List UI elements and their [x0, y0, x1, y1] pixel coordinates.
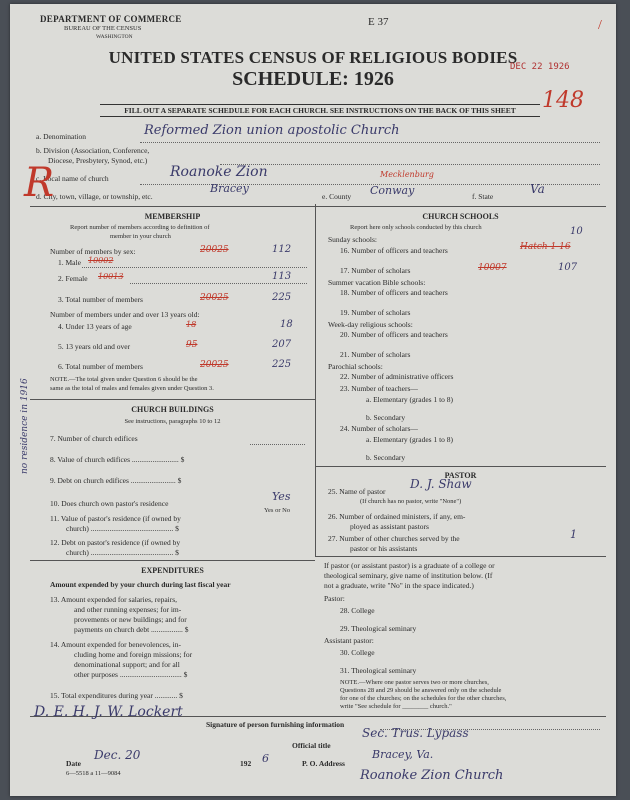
- divider: [30, 560, 315, 561]
- under-13-crossed: 18: [186, 320, 197, 329]
- membership-note-2: member in your church: [110, 233, 171, 240]
- form-number: E 37: [368, 16, 389, 28]
- seminary-label: 29. Theological seminary: [340, 624, 417, 633]
- sunday-officers-label: 16. Number of officers and teachers: [340, 246, 448, 255]
- other-churches-value: 1: [570, 528, 577, 541]
- sunday-scholars-crossed: 10007: [478, 263, 507, 273]
- pastor-name-label: 25. Name of pastor: [328, 487, 386, 496]
- residence-debt-label: 12. Debt on pastor's residence (if owned by: [50, 538, 181, 547]
- teachers-elementary-label: a. Elementary (grades 1 to 8): [366, 395, 454, 404]
- schools-note: Report here only schools conducted by this church: [350, 224, 482, 231]
- year-value: 6: [262, 752, 269, 765]
- ordained-ministers-label: 26. Number of ordained ministers, if any, em-: [328, 512, 466, 521]
- bureau-name: BUREAU OF THE CENSUS: [64, 25, 142, 32]
- official-title-label: Official title: [292, 741, 331, 750]
- edifices-debt-label: 9. Debt on church edifices ........................ $: [50, 476, 182, 485]
- red-r-mark: R: [24, 160, 55, 206]
- edifices-line: [250, 444, 305, 445]
- teachers-secondary-label: b. Secondary: [366, 413, 406, 422]
- divider: [315, 556, 606, 557]
- sunday-officers-crossed: Hatch 1 16: [520, 242, 571, 252]
- city-label: d. City, town, village, or township, etc.: [36, 192, 153, 201]
- members-by-sex-label: Number of members by sex:: [50, 247, 136, 256]
- summer-officers-label: 18. Number of officers and teachers: [340, 288, 448, 297]
- expenditures-q14-1: 14. Amount expended for benevolences, in-: [50, 640, 182, 649]
- over-13-label: 5. 13 years old and over: [58, 342, 131, 351]
- print-code: 6—5518 a 11—9084: [66, 770, 121, 777]
- handwritten-number: 148: [542, 88, 584, 113]
- state-label: f. State: [472, 192, 494, 201]
- po-address-value-2: Roanoke Zion Church: [360, 768, 504, 783]
- city-value: Bracey: [210, 182, 249, 195]
- signature-label: Signature of person furnishing information: [206, 720, 345, 729]
- female-line: [130, 283, 307, 284]
- residence-debt-label-2: church) ............................................ $: [66, 548, 179, 557]
- total-members-label: 3. Total number of members: [58, 295, 143, 304]
- edifices-value-label: 8. Value of church edifices ......................... $: [50, 455, 185, 464]
- margin-note: no residence in 1916: [20, 378, 30, 474]
- graduate-note-2: theological seminary, give name of institution below. (If: [324, 571, 493, 580]
- graduate-note-1: If pastor (or assistant pastor) is a graduate of a college or: [324, 561, 495, 570]
- expenditures-q13-2: and other running expenses; for im-: [74, 605, 182, 614]
- age-split-label: Number of members under and over 13 years old:: [50, 310, 200, 319]
- denomination-value: Reformed Zion union apostolic Church: [144, 123, 400, 138]
- church-name-value: Roanoke Zion: [170, 164, 268, 180]
- division-label-2: Diocese, Presbytery, Synod, etc.): [48, 156, 148, 165]
- edifices-count-label: 7. Number of church edifices: [50, 434, 138, 443]
- under-13-value: 18: [280, 319, 293, 330]
- expenditures-q13-1: 13. Amount expended for salaries, repairs,: [50, 595, 178, 604]
- college-label: 28. College: [340, 606, 375, 615]
- members-by-sex-value: 112: [272, 244, 292, 255]
- pastor-name-hint: (If church has no pastor, write "None"): [360, 498, 462, 505]
- total-members-6-value: 225: [272, 359, 292, 370]
- sunday-scholars-value: 107: [558, 262, 578, 273]
- male-label: 1. Male: [58, 258, 81, 267]
- ordained-ministers-label-2: ployed as assistant pastors: [350, 522, 429, 531]
- membership-footnote-2: same as the total of males and females given under Question 3.: [50, 385, 214, 392]
- membership-footnote-1: NOTE.—The total given under Question 6 should be the: [50, 376, 198, 383]
- owns-residence-value: Yes: [272, 490, 291, 503]
- state-value: Va: [530, 182, 545, 196]
- pastor-footnote-4: write "See schedule for ________ church.": [340, 703, 452, 710]
- pastor-name-value: D. J. Shaw: [410, 477, 472, 491]
- signature-handwritten: D. E. H. J. W. Lockert: [34, 704, 183, 720]
- denomination-line: [140, 142, 600, 143]
- female-crossed: 10013: [98, 272, 124, 281]
- red-check-mark: /: [598, 18, 602, 33]
- weekday-scholars-label: 21. Number of scholars: [340, 350, 411, 359]
- county-label: e. County: [322, 192, 352, 201]
- divider: [315, 466, 606, 467]
- pastor-footnote-2: Questions 28 and 29 should be answered only on the schedule: [340, 687, 502, 694]
- date-stamp: DEC 22 1926: [510, 62, 570, 72]
- expenditures-q14-4: other purposes ................................. $: [74, 670, 188, 679]
- pastor-footnote-1: NOTE.—Where one pastor serves two or more churches,: [340, 679, 489, 686]
- buildings-instructions: See instructions, paragraphs 10 to 12: [124, 418, 221, 425]
- membership-header: MEMBERSHIP: [144, 212, 201, 221]
- sunday-scholars-label: 17. Number of scholars: [340, 266, 411, 275]
- location: WASHINGTON: [96, 34, 133, 40]
- schools-header: CHURCH SCHOOLS: [422, 212, 499, 221]
- assistant-seminary-label: 31. Theological seminary: [340, 666, 417, 675]
- owns-residence-label: 10. Does church own pastor's residence: [50, 499, 169, 508]
- membership-note-1: Report number of members according to definition of: [70, 224, 210, 231]
- division-label: b. Division (Association, Conference,: [36, 146, 150, 155]
- residence-value-label-2: church) ............................................ $: [66, 524, 179, 533]
- female-value: 113: [272, 271, 292, 282]
- admin-officers-label: 22. Number of administrative officers: [340, 372, 454, 381]
- teachers-label: 23. Number of teachers—: [340, 384, 418, 393]
- expenditures-q14-3: denominational support; and for all: [74, 660, 180, 669]
- po-address-label: P. O. Address: [302, 759, 345, 768]
- scholars-secondary-label: b. Secondary: [366, 453, 406, 462]
- under-13-label: 4. Under 13 years of age: [58, 322, 132, 331]
- denomination-label: a. Denomination: [36, 132, 86, 141]
- column-divider: [315, 204, 316, 556]
- department-name: DEPARTMENT OF COMMERCE: [40, 14, 182, 24]
- year-label: 192: [240, 759, 252, 768]
- other-churches-label-2: pastor or his assistants: [350, 544, 418, 553]
- yes-or-no-hint: Yes or No: [264, 507, 291, 514]
- pastor-header: PASTOR: [444, 471, 477, 480]
- graduate-note-3: not a graduate, write "No" in the space indicated.): [324, 581, 474, 590]
- pastor-sub-label: Pastor:: [324, 594, 345, 603]
- expenditures-header: EXPENDITURES: [141, 566, 204, 575]
- assistant-college-label: 30. College: [340, 648, 375, 657]
- sunday-schools-label: Sunday schools:: [328, 235, 377, 244]
- residence-value-label: 11. Value of pastor's residence (if owned by: [50, 514, 181, 523]
- divider: [30, 206, 606, 207]
- assistant-pastor-label: Assistant pastor:: [324, 636, 374, 645]
- schedule-title: SCHEDULE: 1926: [232, 68, 394, 90]
- total-members-6-crossed: 20025: [200, 360, 229, 370]
- scholars-elementary-label: a. Elementary (grades 1 to 8): [366, 435, 454, 444]
- official-title-value: Sec. Trus. Lypass: [362, 726, 469, 740]
- over-13-crossed: 95: [186, 340, 198, 350]
- weekday-officers-label: 20. Number of officers and teachers: [340, 330, 448, 339]
- female-label: 2. Female: [58, 274, 88, 283]
- county-note: Mecklenburg: [380, 170, 434, 179]
- male-line: [82, 267, 307, 268]
- county-value: Conway: [370, 184, 415, 197]
- expenditures-q13-4: payments on church debt ................. $: [74, 625, 189, 634]
- instruction-banner: FILL OUT A SEPARATE SCHEDULE FOR EACH CHURCH. SEE INSTRUCTIONS ON THE BACK OF THIS SHEET: [100, 104, 540, 117]
- summer-schools-label: Summer vacation Bible schools:: [328, 278, 426, 287]
- divider: [30, 399, 315, 400]
- pastor-footnote-3: for one of the churches; on the schedules for the other churches,: [340, 695, 507, 702]
- total-members-6-label: 6. Total number of members: [58, 362, 143, 371]
- members-by-sex-crossed: 20025: [200, 245, 229, 255]
- parochial-schools-label: Parochial schools:: [328, 362, 383, 371]
- sunday-officers-value: 10: [570, 226, 583, 237]
- expenditures-subtitle: Amount expended by your church during last fiscal year: [50, 580, 231, 589]
- male-crossed: 10002: [88, 256, 114, 265]
- division-line: [220, 164, 600, 165]
- expenditures-q15: 15. Total expenditures during year ............ $: [50, 691, 183, 700]
- page-title: UNITED STATES CENSUS OF RELIGIOUS BODIES: [108, 48, 518, 67]
- date-value: Dec. 20: [94, 748, 141, 762]
- weekday-schools-label: Week-day religious schools:: [328, 320, 413, 329]
- expenditures-q13-3: provements or new buildings; and for: [74, 615, 187, 624]
- total-members-value: 225: [272, 292, 292, 303]
- scholars-label: 24. Number of scholars—: [340, 424, 418, 433]
- total-members-crossed: 20025: [200, 293, 229, 303]
- buildings-header: CHURCH BUILDINGS: [131, 405, 214, 414]
- census-schedule-sheet: [10, 4, 616, 796]
- over-13-value: 207: [272, 339, 292, 350]
- church-name-label: c. Local name of church: [36, 174, 109, 183]
- date-label: Date: [66, 759, 81, 768]
- other-churches-label: 27. Number of other churches served by the: [328, 534, 460, 543]
- expenditures-q14-2: cluding home and foreign missions; for: [74, 650, 193, 659]
- summer-scholars-label: 19. Number of scholars: [340, 308, 411, 317]
- po-address-value: Bracey, Va.: [372, 748, 434, 761]
